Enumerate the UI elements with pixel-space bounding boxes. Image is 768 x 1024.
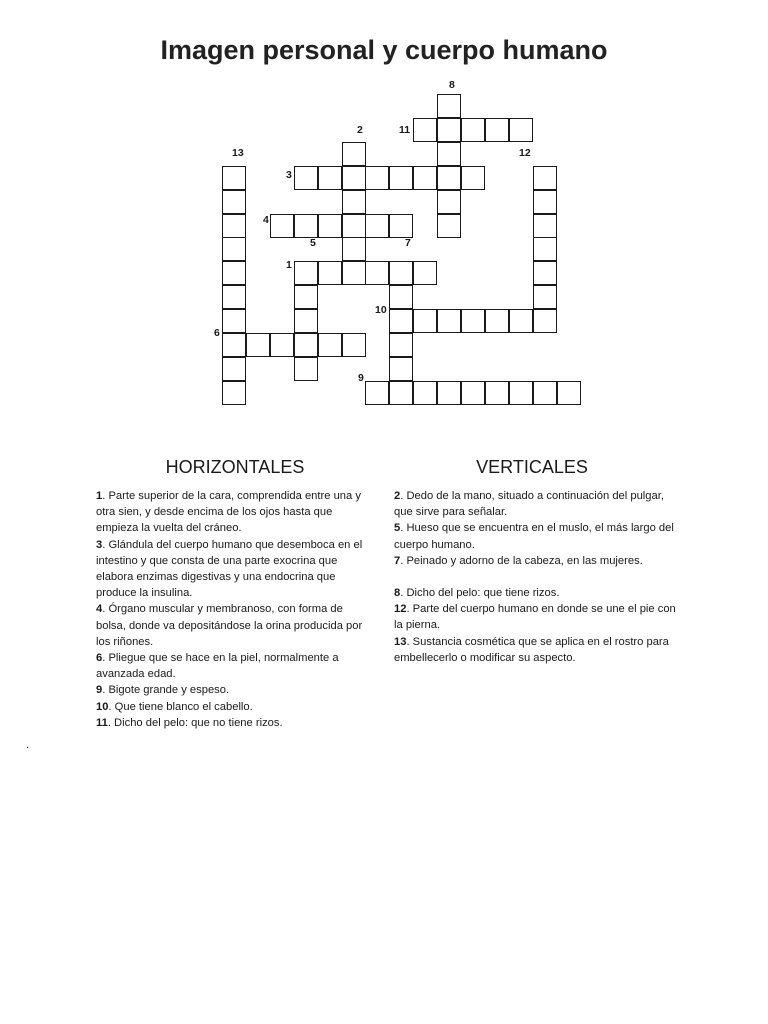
clue-number-1: 1 — [286, 259, 292, 271]
grid-cell[interactable] — [509, 118, 533, 142]
clue-number-2: 2 — [357, 124, 363, 136]
clue-across-9: 9. Bigote grande y espeso. — [96, 684, 230, 697]
clue-across-11: 11. Dicho del pelo: que no tiene rizos. — [96, 716, 283, 729]
grid-cell[interactable] — [413, 261, 437, 285]
grid-cell[interactable] — [318, 214, 342, 238]
clue-number-12: 12 — [519, 147, 531, 159]
grid-cell[interactable] — [222, 381, 246, 405]
grid-cell[interactable] — [557, 381, 581, 405]
grid-cell[interactable] — [437, 190, 461, 214]
clue-number-4: 4 — [263, 214, 269, 226]
clue-down-12: 12. Parte del cuerpo humano en donde se une el pie con la pierna. — [394, 603, 676, 632]
clue-down-5: 5. Hueso que se encuentra en el muslo, el más largo del cuerpo humano. — [394, 522, 674, 551]
clue-down-13: 13. Sustancia cosmética que se aplica en el rostro para embellecerlo o modificar su aspecto. — [394, 635, 669, 664]
grid-cell[interactable] — [413, 309, 437, 333]
grid-cell[interactable] — [437, 142, 461, 166]
grid-cell[interactable] — [437, 118, 461, 142]
grid-cell[interactable] — [533, 285, 557, 309]
grid-cell[interactable] — [222, 237, 246, 261]
clue-number-9: 9 — [358, 372, 364, 384]
grid-cell[interactable] — [246, 333, 270, 357]
clue-number-10: 10 — [375, 304, 387, 316]
grid-cell[interactable] — [389, 261, 413, 285]
grid-cell[interactable] — [294, 166, 318, 190]
grid-cell[interactable] — [533, 237, 557, 261]
grid-cell[interactable] — [294, 285, 318, 309]
clue-across-1: 1. Parte superior de la cara, comprendida entre una y otra sien, y desde encima de los ojos hasta que empieza la vuelta del cráneo. — [96, 490, 361, 535]
clue-down-7: 7. Peinado y adorno de la cabeza, en las mujeres. — [394, 554, 643, 567]
grid-cell[interactable] — [413, 381, 437, 405]
grid-cell[interactable] — [533, 261, 557, 285]
grid-cell[interactable] — [485, 309, 509, 333]
grid-cell[interactable] — [294, 309, 318, 333]
grid-cell[interactable] — [533, 381, 557, 405]
clue-spacer — [394, 569, 676, 585]
grid-cell[interactable] — [437, 309, 461, 333]
grid-cell[interactable] — [533, 309, 557, 333]
grid-cell[interactable] — [270, 214, 294, 238]
grid-cell[interactable] — [222, 166, 246, 190]
grid-cell[interactable] — [365, 166, 389, 190]
grid-cell[interactable] — [533, 190, 557, 214]
grid-cell[interactable] — [342, 142, 366, 166]
grid-cell[interactable] — [509, 381, 533, 405]
grid-cell[interactable] — [222, 261, 246, 285]
clue-number-5: 5 — [310, 237, 316, 249]
clue-number-3: 3 — [286, 169, 292, 181]
stray-mark: . — [26, 739, 30, 751]
grid-cell[interactable] — [533, 166, 557, 190]
grid-cell[interactable] — [342, 237, 366, 261]
clue-across-6: 6. Pliegue que se hace en la piel, normalmente a avanzada edad. — [96, 652, 339, 681]
page-title: Imagen personal y cuerpo humano — [160, 35, 608, 65]
grid-cell[interactable] — [461, 309, 485, 333]
grid-cell[interactable] — [294, 333, 318, 357]
grid-cell[interactable] — [222, 190, 246, 214]
clue-down-2: 2. Dedo de la mano, situado a continuación del pulgar, que sirve para señalar. — [394, 490, 664, 519]
grid-cell[interactable] — [437, 94, 461, 118]
grid-cell[interactable] — [342, 261, 366, 285]
grid-cell[interactable] — [342, 166, 366, 190]
grid-cell[interactable] — [222, 214, 246, 238]
grid-cell[interactable] — [294, 214, 318, 238]
grid-cell[interactable] — [389, 333, 413, 357]
grid-cell[interactable] — [437, 166, 461, 190]
grid-cell[interactable] — [365, 381, 389, 405]
grid-cell[interactable] — [270, 333, 294, 357]
grid-cell[interactable] — [389, 166, 413, 190]
grid-cell[interactable] — [485, 118, 509, 142]
clue-number-6: 6 — [214, 327, 220, 339]
verticales-clue-list — [394, 488, 676, 666]
grid-cell[interactable] — [461, 118, 485, 142]
clue-number-7: 7 — [405, 237, 411, 249]
grid-cell[interactable] — [389, 285, 413, 309]
grid-cell[interactable] — [389, 357, 413, 381]
clue-number-11: 11 — [399, 124, 411, 136]
grid-cell[interactable] — [222, 309, 246, 333]
clue-across-3: 3. Glándula del cuerpo humano que desemboca en el intestino y que consta de una parte exocrina que elabora enzimas digestivas y una endocrina que produce la insulina. — [96, 538, 363, 600]
grid-cell[interactable] — [461, 381, 485, 405]
horizontales-clue-list — [96, 488, 370, 731]
grid-cell[interactable] — [437, 214, 461, 238]
grid-cell[interactable] — [389, 309, 413, 333]
crossword-grid — [0, 0, 768, 400]
grid-cell[interactable] — [318, 261, 342, 285]
grid-cell[interactable] — [533, 214, 557, 238]
clue-down-8: 8. Dicho del pelo: que tiene rizos. — [394, 587, 560, 600]
grid-cell[interactable] — [461, 166, 485, 190]
grid-cell[interactable] — [437, 381, 461, 405]
clue-number-8: 8 — [449, 79, 455, 91]
grid-cell[interactable] — [342, 214, 366, 238]
clue-across-4: 4. Órgano muscular y membranoso, con forma de bolsa, donde va depositándose la orina producida por los riñones. — [96, 603, 363, 648]
grid-cell[interactable] — [318, 333, 342, 357]
grid-cell[interactable] — [294, 357, 318, 381]
clue-across-10: 10. Que tiene blanco el cabello. — [96, 700, 253, 713]
grid-cell[interactable] — [222, 333, 246, 357]
grid-cell[interactable] — [318, 166, 342, 190]
grid-cell[interactable] — [222, 357, 246, 381]
clue-number-13: 13 — [232, 147, 244, 159]
grid-cell[interactable] — [342, 190, 366, 214]
verticales-heading: VERTICALES — [476, 457, 588, 477]
grid-cell[interactable] — [389, 214, 413, 238]
grid-cell[interactable] — [413, 166, 437, 190]
grid-cell[interactable] — [222, 285, 246, 309]
grid-cell[interactable] — [294, 261, 318, 285]
grid-cell[interactable] — [342, 333, 366, 357]
grid-cell[interactable] — [389, 381, 413, 405]
grid-cell[interactable] — [485, 381, 509, 405]
grid-cell[interactable] — [509, 309, 533, 333]
grid-cell[interactable] — [413, 118, 437, 142]
grid-cell[interactable] — [365, 214, 389, 238]
grid-cell[interactable] — [365, 261, 389, 285]
horizontales-heading: HORIZONTALES — [165, 457, 305, 477]
